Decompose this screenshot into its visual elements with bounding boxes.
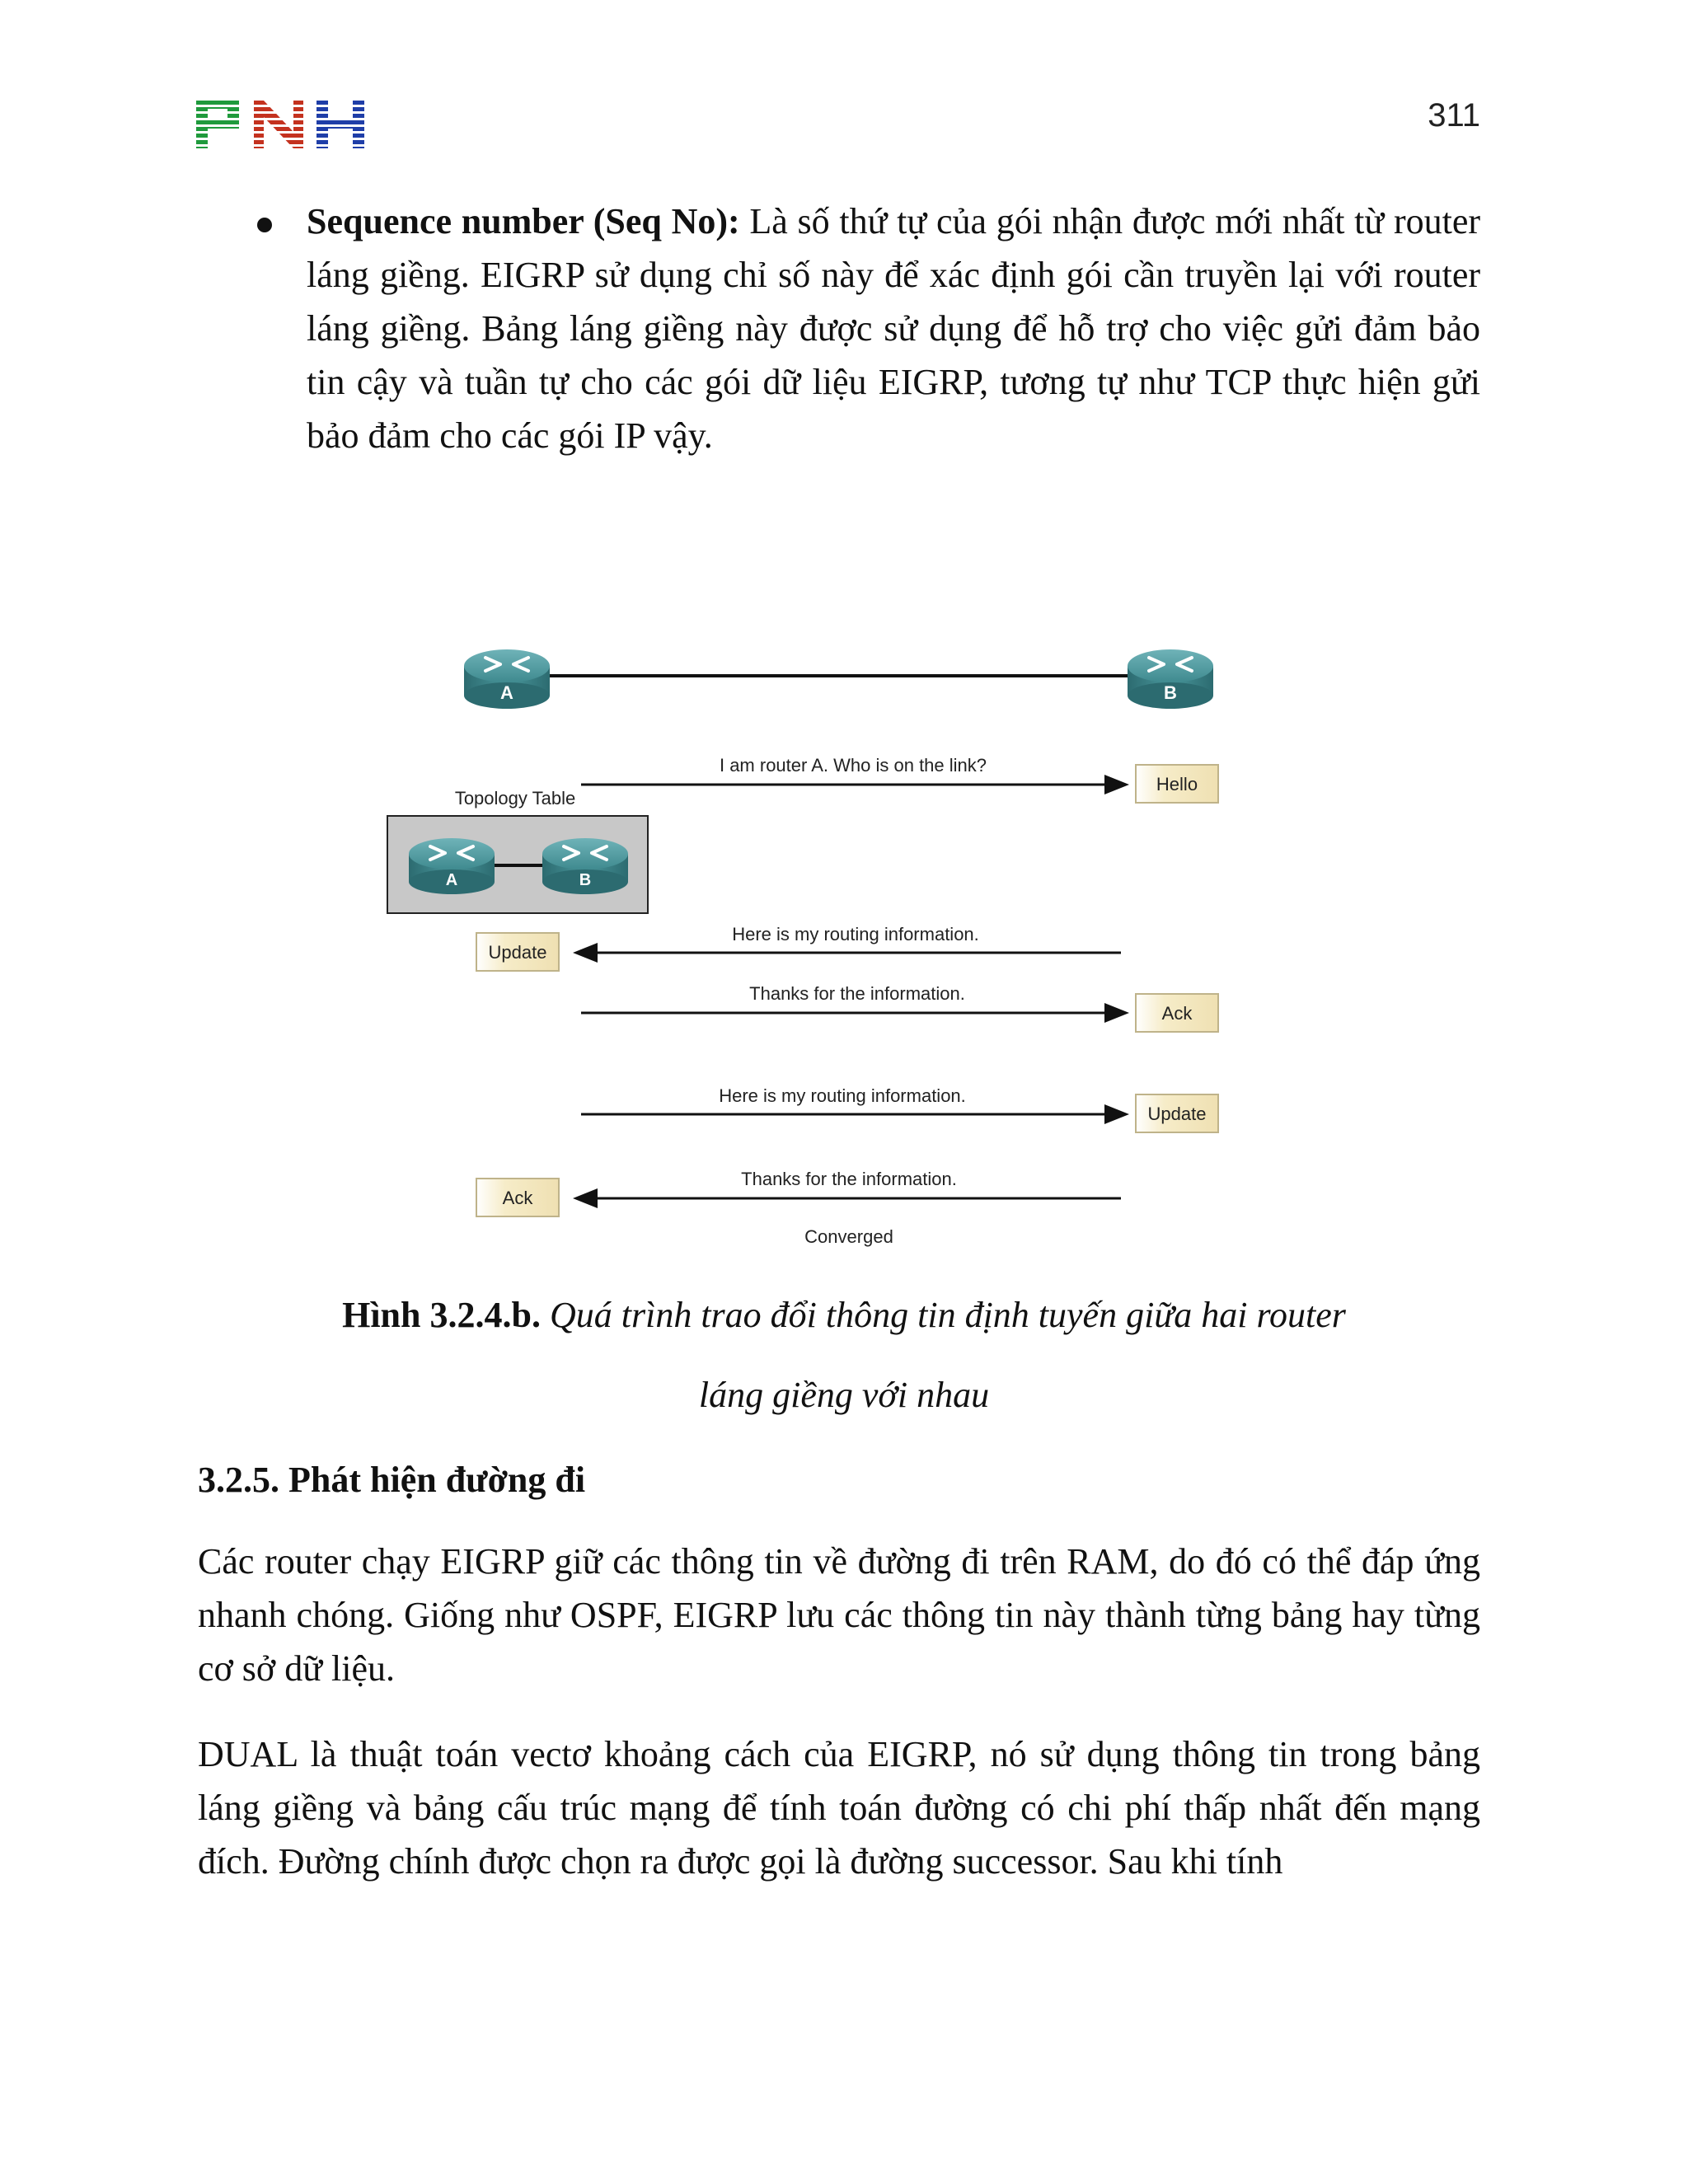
- message-2-text: Here is my routing information.: [732, 924, 979, 944]
- message-3-packet-label: Ack: [1161, 1003, 1193, 1024]
- figure-caption-text: Quá trình trao đổi thông tin định tuyến giữa hai router: [540, 1295, 1346, 1335]
- logo-letter-h: [316, 101, 364, 148]
- message-5-packet-label: Ack: [502, 1188, 533, 1208]
- figure-caption-line-2: [198, 1372, 1490, 1418]
- figure-caption-label: Hình 3.2.4.b.: [342, 1295, 541, 1335]
- bullet-term: Sequence number (Seq No):: [307, 201, 740, 241]
- message-1-arrowhead: [1104, 775, 1129, 794]
- message-1-packet-label: Hello: [1156, 774, 1198, 794]
- logo-letter-p: [196, 101, 239, 148]
- message-1-text: I am router A. Who is on the link?: [719, 755, 987, 776]
- bullet-paragraph: [307, 194, 1480, 462]
- logo-letter-n: [254, 101, 303, 148]
- message-5-text: Thanks for the information.: [741, 1169, 957, 1189]
- section-heading: 3.2.5. Phát hiện đường đi: [198, 1460, 586, 1500]
- eigrp-exchange-figure: [379, 635, 1253, 1261]
- converged-label: Converged: [804, 1226, 893, 1247]
- message-4-packet-label: Update: [1147, 1104, 1207, 1124]
- message-5-arrowhead: [573, 1188, 598, 1208]
- message-3-text: Thanks for the information.: [749, 983, 965, 1004]
- figure-caption-text-2: láng giềng với nhau: [698, 1375, 990, 1415]
- figure-diagram: [379, 635, 1253, 1261]
- topology-table-label: Topology Table: [454, 788, 576, 808]
- pnh-logo: [196, 101, 364, 148]
- router-a-label: A: [500, 682, 513, 703]
- body-paragraph-2: DUAL là thuật toán vectơ khoảng cách của EIGRP, nó sử dụng thông tin trong bảng láng giềng và bảng cấu trúc mạng để tính toán đường có chi phí thấp nhất đến mạng đích. Đường chính được chọn ra được gọi là đường successor. Sau khi tính: [198, 1734, 1480, 1882]
- figure-caption-line-1: [198, 1292, 1490, 1338]
- message-3-arrowhead: [1104, 1003, 1129, 1023]
- message-2-arrowhead: [573, 943, 598, 963]
- router-b-label: B: [1164, 682, 1177, 703]
- bullet-item: [252, 194, 1480, 462]
- body-paragraph-1: Các router chạy EIGRP giữ các thông tin về đường đi trên RAM, do đó có thể đáp ứng nhanh chóng. Giống như OSPF, EIGRP lưu các thông tin này thành từng bảng hay từng cơ sở dữ liệu.: [198, 1541, 1480, 1689]
- topology-router-a-label: A: [445, 871, 458, 889]
- message-4-arrowhead: [1104, 1104, 1129, 1124]
- bullet-dot: [257, 218, 272, 232]
- page-number: 311: [1428, 97, 1480, 134]
- message-4-text: Here is my routing information.: [719, 1085, 966, 1106]
- message-2-packet-label: Update: [488, 942, 547, 963]
- topology-router-b-label: B: [579, 871, 592, 889]
- bullet-text: Là số thứ tự của gói nhận được mới nhất từ router láng giềng. EIGRP sử dụng chỉ số này để xác định gói cần truyền lại với router láng giềng. Bảng láng giềng này được sử dụng để hỗ trợ cho việc gửi đảm bảo tin cậy và tuần tự cho các gói dữ liệu EIGRP, tương tự như TCP thực hiện gửi bảo đảm cho các gói IP vậy.: [307, 201, 1481, 456]
